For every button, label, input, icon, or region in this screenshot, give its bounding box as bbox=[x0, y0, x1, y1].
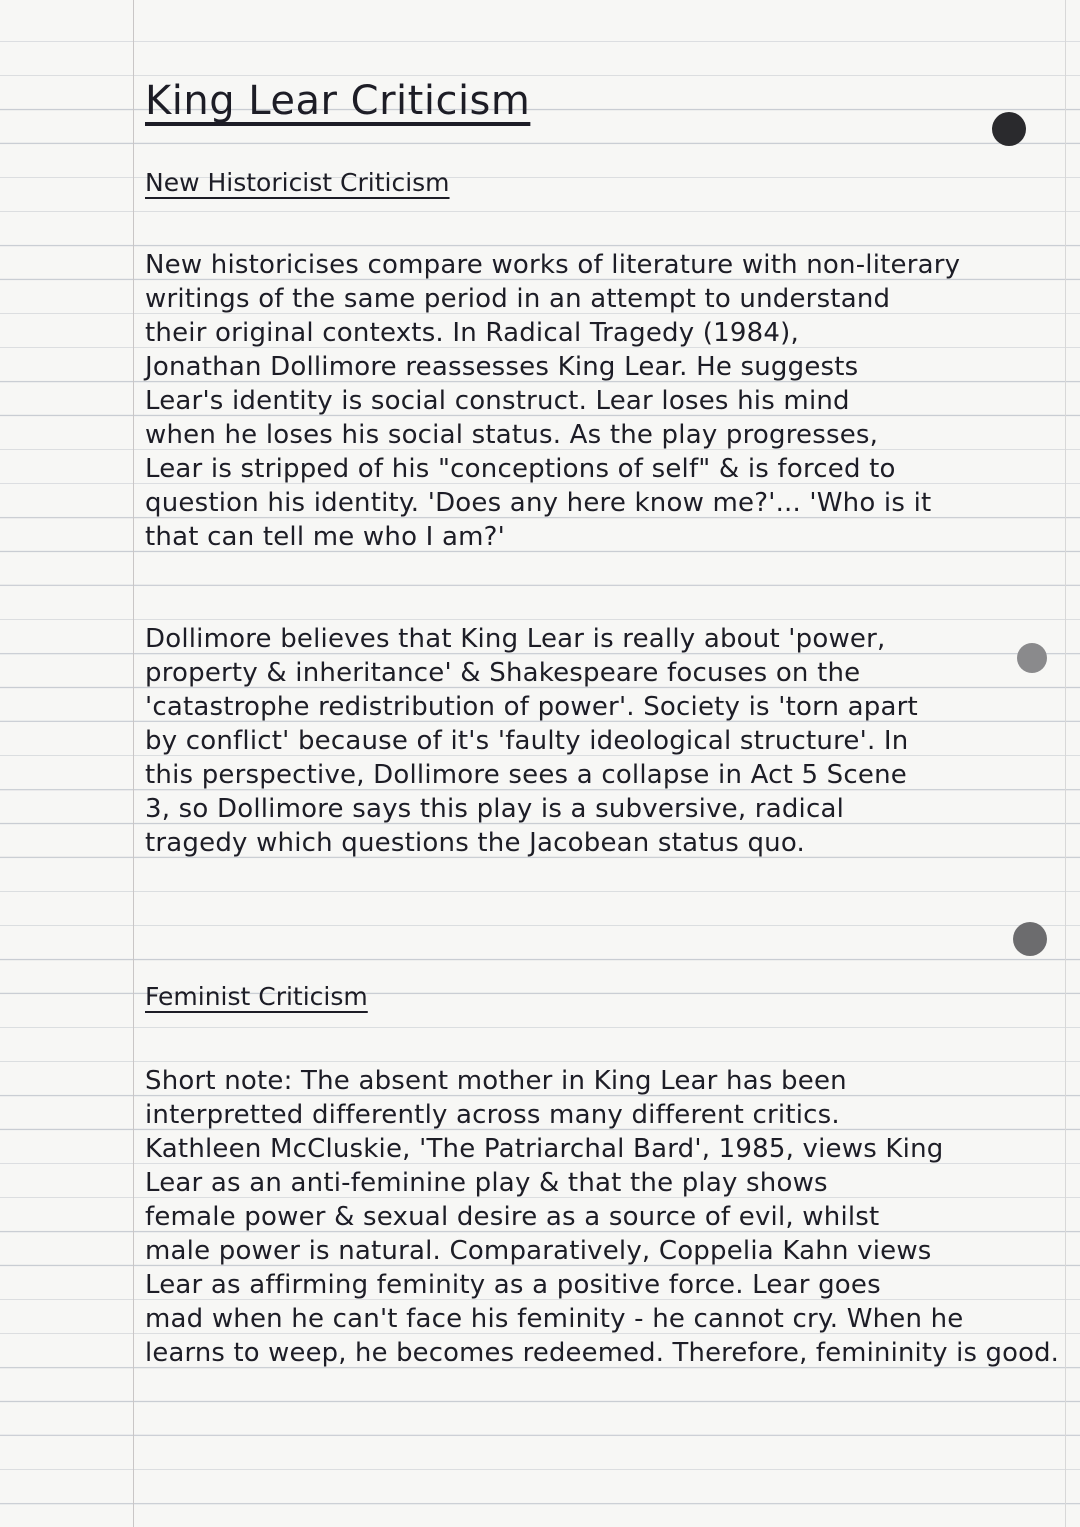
text-line: Lear as affirming feminity as a positive force. Lear goes bbox=[145, 1270, 881, 1300]
text-line: Dollimore believes that King Lear is really about 'power, bbox=[145, 624, 886, 654]
margin-line bbox=[133, 0, 134, 1527]
text-line: tragedy which questions the Jacobean status quo. bbox=[145, 828, 805, 858]
text-line: Jonathan Dollimore reassesses King Lear. He suggests bbox=[145, 352, 859, 382]
text-line: writings of the same period in an attempt to understand bbox=[145, 284, 891, 314]
page-title: King Lear Criticism bbox=[145, 78, 531, 124]
text-line: by conflict' because of it's 'faulty ideological structure'. In bbox=[145, 726, 909, 756]
text-line: when he loses his social status. As the play progresses, bbox=[145, 420, 879, 450]
text-line: 'catastrophe redistribution of power'. Society is 'torn apart bbox=[145, 692, 918, 722]
page-edge bbox=[1065, 0, 1066, 1527]
text-line: male power is natural. Comparatively, Coppelia Kahn views bbox=[145, 1236, 932, 1266]
punch-hole bbox=[992, 112, 1026, 146]
text-line: Lear as an anti-feminine play & that the play shows bbox=[145, 1168, 828, 1198]
text-line: Kathleen McCluskie, 'The Patriarchal Bard', 1985, views King bbox=[145, 1134, 944, 1164]
punch-hole bbox=[1017, 643, 1047, 673]
section-heading-feminist: Feminist Criticism bbox=[145, 982, 368, 1011]
text-line: 3, so Dollimore says this play is a subversive, radical bbox=[145, 794, 845, 824]
text-line: Short note: The absent mother in King Lear has been bbox=[145, 1066, 847, 1096]
text-line: question his identity. 'Does any here know me?'... 'Who is it bbox=[145, 488, 932, 518]
text-line: property & inheritance' & Shakespeare focuses on the bbox=[145, 658, 861, 688]
text-line: learns to weep, he becomes redeemed. Therefore, femininity is good. bbox=[145, 1338, 1060, 1368]
text-line: New historicises compare works of literature with non-literary bbox=[145, 250, 961, 280]
section-heading-new-historicist: New Historicist Criticism bbox=[145, 168, 450, 197]
text-line: interpretted differently across many different critics. bbox=[145, 1100, 840, 1130]
text-line: mad when he can't face his feminity - he cannot cry. When he bbox=[145, 1304, 964, 1334]
text-line: this perspective, Dollimore sees a collapse in Act 5 Scene bbox=[145, 760, 907, 790]
text-line: that can tell me who I am?' bbox=[145, 522, 505, 552]
text-line: female power & sexual desire as a source of evil, whilst bbox=[145, 1202, 880, 1232]
punch-hole bbox=[1013, 922, 1047, 956]
text-line: their original contexts. In Radical Tragedy (1984), bbox=[145, 318, 799, 348]
text-line: Lear's identity is social construct. Lear loses his mind bbox=[145, 386, 850, 416]
text-line: Lear is stripped of his "conceptions of self" & is forced to bbox=[145, 454, 896, 484]
